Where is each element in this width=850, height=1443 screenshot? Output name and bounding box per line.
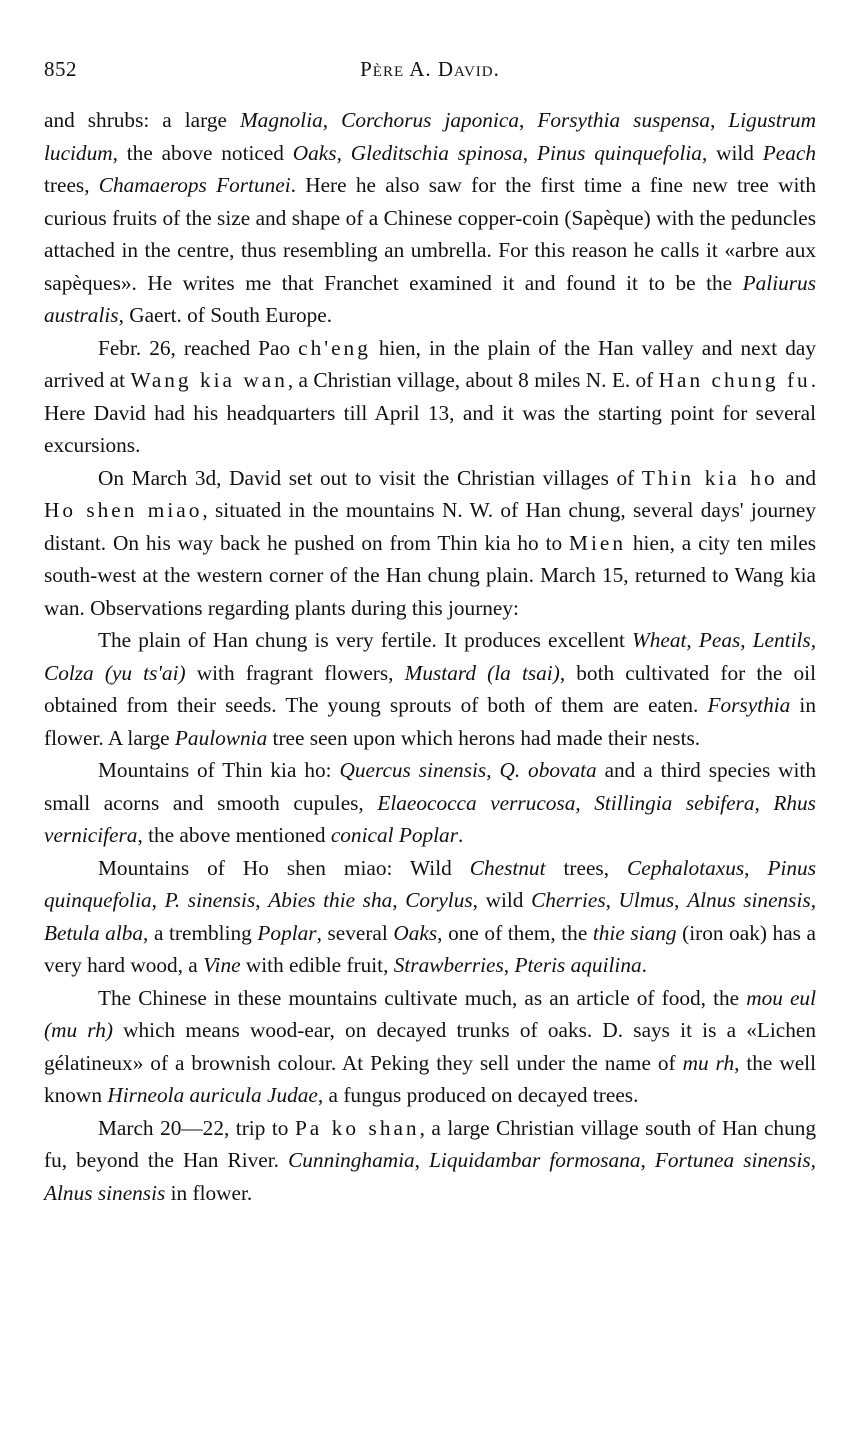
paragraph: March 20—22, trip to Pa ko shan, a large Christian village south of Han chung fu, beyond the Han River. Cunninghamia, Liquidambar formosana, Fortunea sinensis, Alnus sinensis in flower. [44, 1115, 817, 1205]
paragraph: The Chinese in these mountains cultivate much, as an article of food, the mou eul (mu rh) which means wood-ear, on decayed trunks of oaks. D. says it is a «Lichen gélatineux» of a brownish colour. At Peking they sell under the name of mu rh, the well known Hirneola auricula Judae, a fungus produced on decayed trees. [44, 985, 816, 1107]
page-number: 852 [44, 57, 77, 81]
paragraph: Febr. 26, reached Pao ch'eng hien, in the plain of the Han valley and next day arrived at Wang kia wan, a Christian village, about 8 miles N. E. of Han chung fu. Here David had his headquarters till April 13, and it was the starting point for several excursions. [44, 335, 817, 457]
paragraph: Mountains of Ho shen miao: Wild Chestnut trees, Cephalotaxus, Pinus quinquefolia, P. sinensis, Abies thie sha, Corylus, wild Cherries, Ulmus, Alnus sinensis, Betula alba, a trembling Poplar, several Oaks, one of them, the thie siang (iron oak) has a very hard wood, a Vine with edible fruit, Strawberries, Pteris aquilina. [44, 855, 817, 977]
page-header [44, 53, 816, 85]
paragraph: On March 3d, David set out to visit the Christian villages of Thin kia ho and Ho shen miao, situated in the mountains N. W. of Han chung, several days' journey distant. On his way back he pushed on from Thin kia ho to Mien hien, a city ten miles south-west at the western corner of the Han chung plain. March 15, returned to Wang kia wan. Observations regarding plants during this journey: [44, 465, 816, 620]
body-text [44, 104, 816, 1209]
running-head: Père A. David. [360, 57, 500, 81]
paragraph: The plain of Han chung is very fertile. It produces excellent Wheat, Peas, Lentils, Colza (yu ts'ai) with fragrant flowers, Mustard (la tsai), both cultivated for the oil obtained from their seeds. The young sprouts of both of them are eaten. Forsythia in flower. A large Paulownia tree seen upon which herons had made their nests. [44, 628, 817, 750]
paragraph: Mountains of Thin kia ho: Quercus sinensis, Q. obovata and a third species with small acorns and smooth cupules, Elaeococca verrucosa, Stillingia sebifera, Rhus vernicifera, the above mentioned conical Poplar. [44, 758, 816, 847]
paragraph: and shrubs: a large Magnolia, Corchorus japonica, Forsythia suspensa, Ligustrum lucidum, the above noticed Oaks, Gleditschia spinosa, Pinus quinquefolia, wild Peach trees, Chamaerops Fortunei. Here he also saw for the first time a fine new tree with curious fruits of the size and shape of a Chinese copper-coin (Sapèque) with the peduncles attached in the centre, thus resembling an umbrella. For this reason he calls it «arbre aux sapèques». He writes me that Franchet examined it and found it to be the Paliurus australis, Gaert. of South Europe. [44, 108, 816, 327]
